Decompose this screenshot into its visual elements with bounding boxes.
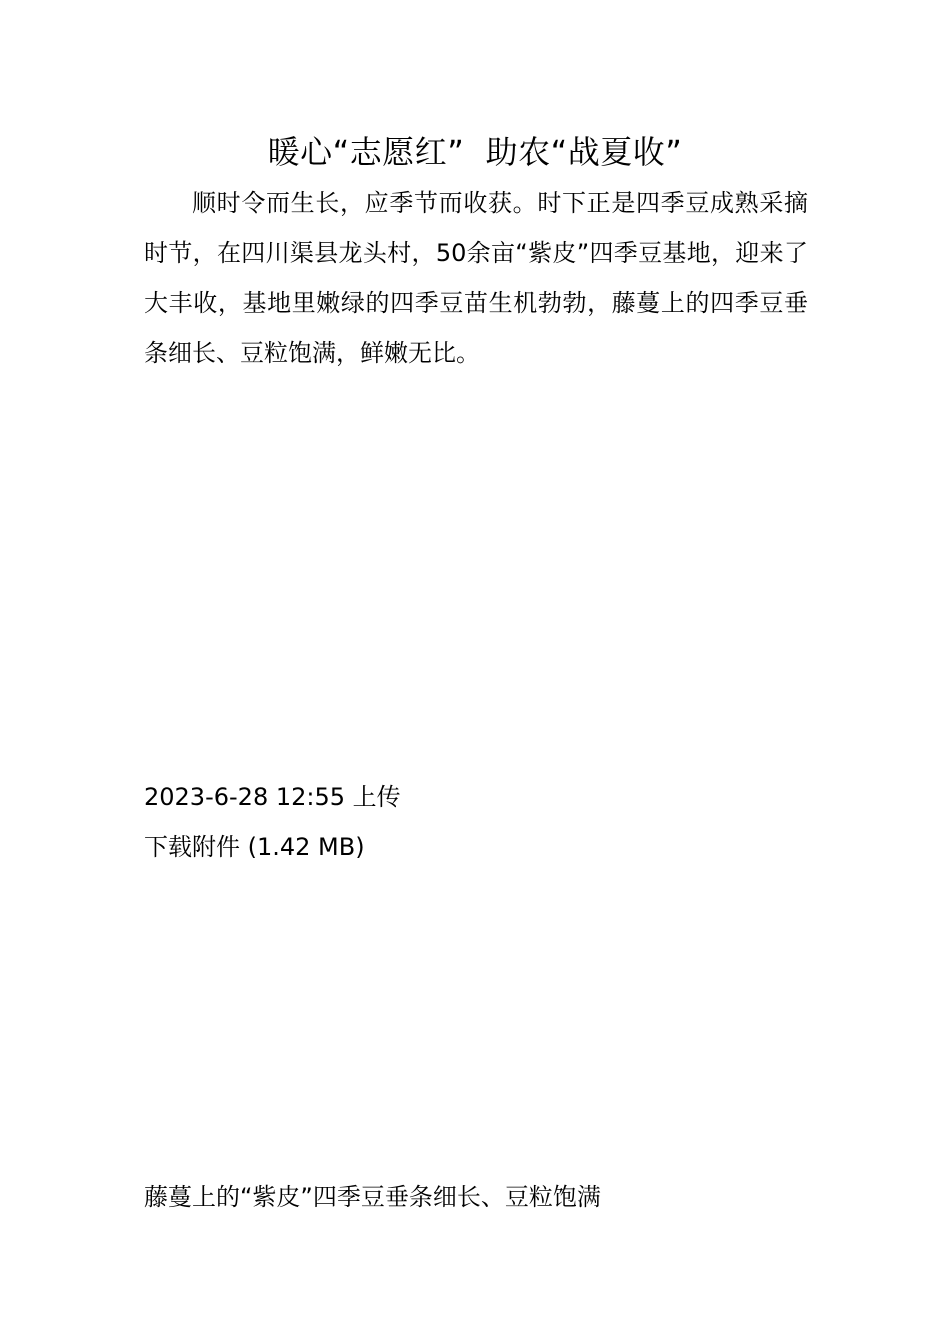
article-paragraph: 顺时令而生长，应季节而收获。时下正是四季豆成熟采摘时节，在四川渠县龙头村，50余亩“紫皮”四季豆基地，迎来了大丰收，基地里嫩绿的四季豆苗生机勃勃，藤蔓上的四季豆垂条细长、豆粒饱满，鲜嫩无比。 [144,189,808,367]
article-title: 暖心“志愿红” 助农“战夏收” [267,133,683,171]
upload-timestamp: 2023-6-28 12:55 上传 [144,783,401,811]
image-caption: 藤蔓上的“紫皮”四季豆垂条细长、豆粒饱满 [144,1183,601,1211]
download-attachment-link[interactable]: 下载附件 (1.42 MB) [144,833,365,861]
